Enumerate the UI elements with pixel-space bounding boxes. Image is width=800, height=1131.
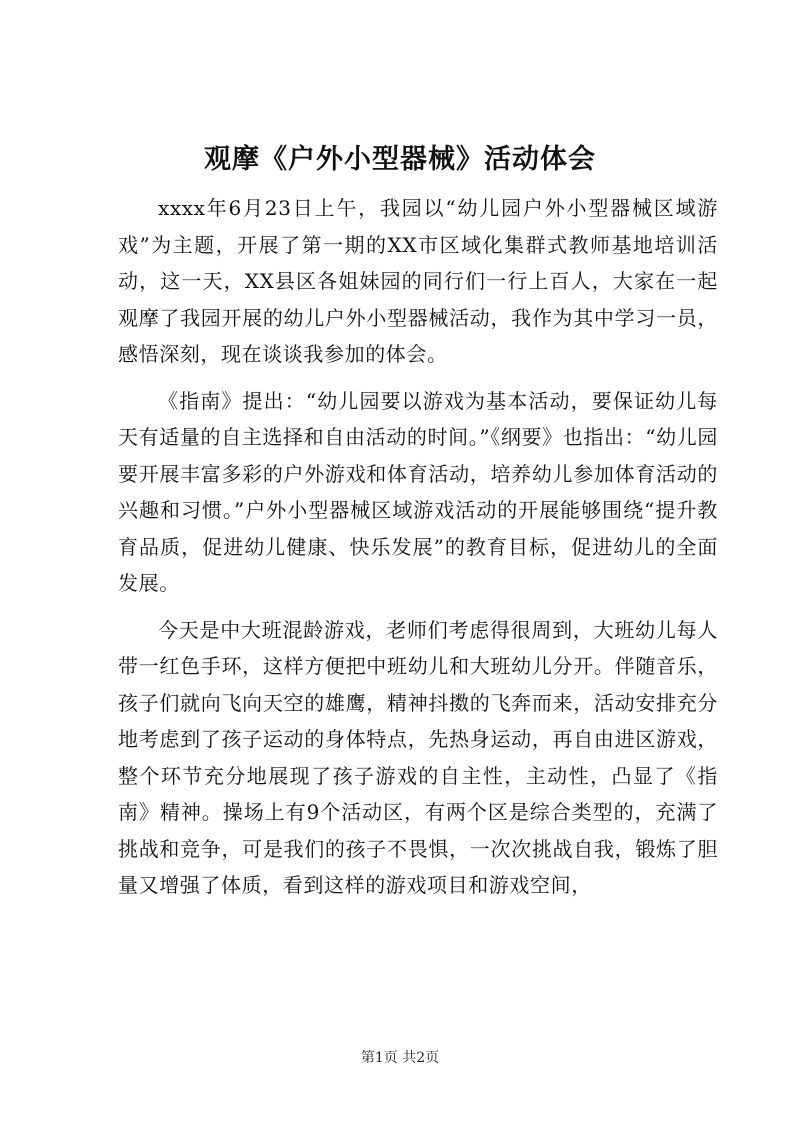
paragraph-1: xxxx年6月23日上午，我园以“幼儿园户外小型器械区域游戏”为主题，开展了第一期的XX市区域化集群式教师基地培训活动，这一天，XX县区各姐妹园的同行们一行上百人，大家在一起观摩了我园开展的幼儿户外小型器械活动，我作为其中学习一员，感悟深刻，现在谈谈我参加的体会。 [118,196,718,366]
page-number-footer: 第1页 共2页 [360,1050,440,1066]
document-title: 观摩《户外小型器械》活动体会 [204,144,596,175]
document-body [118,190,718,914]
paragraph-3: 今天是中大班混龄游戏，老师们考虑得很周到，大班幼儿每人带一红色手环，这样方便把中班幼儿和大班幼儿分开。伴随音乐，孩子们就向飞向天空的雄鹰，精神抖擞的飞奔而来，活动安排充分地考虑到了孩子运动的身体特点，先热身运动，再自由进区游戏，整个环节充分地展现了孩子游戏的自主性，主动性，凸显了《指南》精神。操场上有9个活动区，有两个区是综合类型的，充满了挑战和竞争，可是我们的孩子不畏惧，一次次挑战自我，锻炼了胆量又增强了体质，看到这样的游戏项目和游戏空间， [118,617,718,897]
paragraph-2: 《指南》提出：“幼儿园要以游戏为基本活动，要保证幼儿每天有适量的自主选择和自由活动的时间。”《纲要》也指出：“幼儿园要开展丰富多彩的户外游戏和体育活动，培养幼儿参加体育活动的兴趣和习惯。”户外小型器械区域游戏活动的开展能够围绕“提升教育品质，促进幼儿健康、快乐发展”的教育目标，促进幼儿的全面发展。 [118,388,718,595]
